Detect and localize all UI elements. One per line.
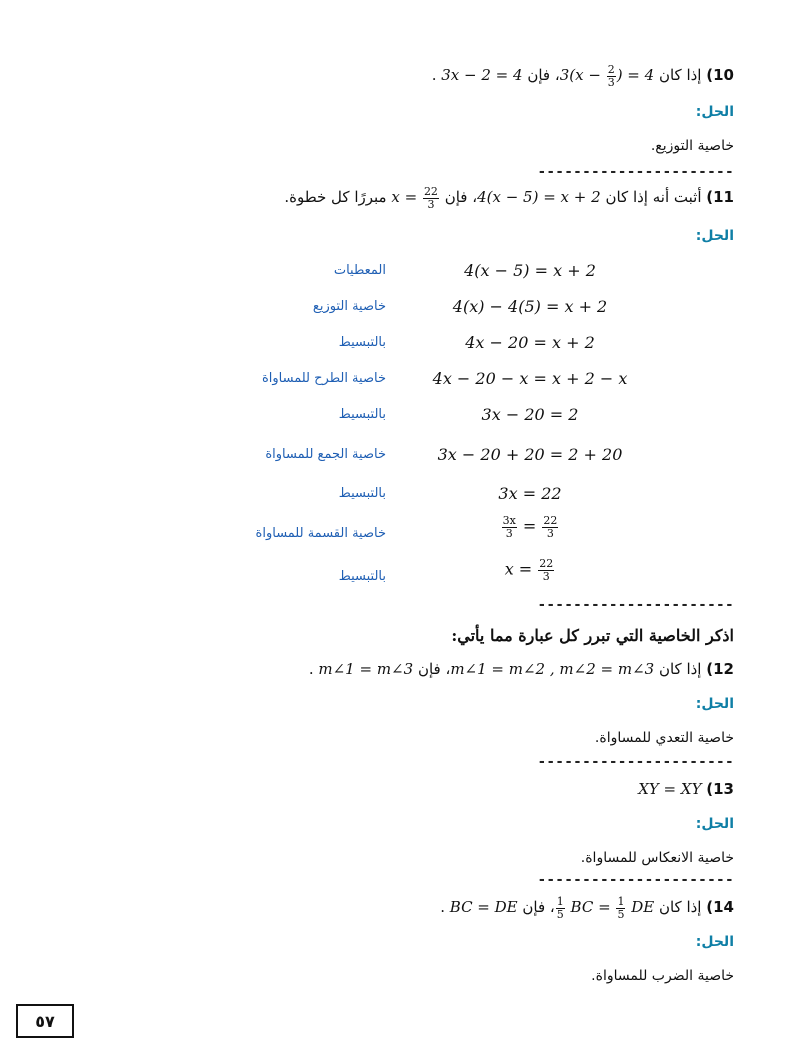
equation: 3x − 2 = 4	[441, 66, 523, 85]
equation: XY = XY	[638, 780, 702, 798]
question-text: ، فإن	[522, 898, 555, 917]
question-text: إذا كان	[658, 660, 702, 678]
section-heading: اذكر الخاصية التي تبرر كل عبارة مما يأتي:	[451, 626, 734, 645]
question-number: 12)	[706, 660, 734, 678]
proof-reason: المعطيات	[333, 263, 386, 278]
separator: ----------------------	[537, 872, 734, 888]
proof-reason: خاصية الجمع للمساواة	[265, 447, 386, 462]
proof-equation: $\frac{3x}{3}$ = $\frac{22}{3}$	[502, 514, 558, 540]
punctuation: .	[308, 660, 314, 678]
equation: x = $\frac{22}{3}$	[391, 185, 438, 211]
answer-text: خاصية الانعكاس للمساواة.	[580, 850, 734, 866]
question-text: أثبت أنه إذا كان	[605, 188, 702, 207]
question-12	[309, 660, 734, 678]
question-10	[432, 64, 734, 88]
punctuation: .	[431, 66, 437, 85]
proof-reason: بالتبسيط	[338, 486, 386, 501]
question-text: ، فإن	[527, 66, 560, 85]
answer-text: خاصية التوزيع.	[650, 138, 734, 154]
proof-equation: 4x − 20 = x + 2	[465, 333, 595, 352]
proof-equation: 4x − 20 − x = x + 2 − x	[432, 369, 628, 388]
proof-reason: خاصية التوزيع	[312, 299, 386, 314]
equation: m∠1 = m∠3	[318, 660, 414, 678]
question-text: إذا كان	[658, 898, 702, 917]
question-text: إذا كان	[658, 66, 702, 85]
question-text: ، فإن	[444, 188, 478, 207]
question-number: 13)	[706, 780, 734, 798]
proof-equation: x = $\frac{22}{3}$	[504, 557, 554, 583]
punctuation: .	[440, 898, 445, 917]
proof-equation: 4(x) − 4(5) = x + 2	[452, 297, 608, 316]
solution-label: الحل:	[695, 696, 734, 712]
solution-label: الحل:	[695, 816, 734, 832]
proof-equation: 3x − 20 + 20 = 2 + 20	[437, 445, 623, 464]
question-number: 11)	[706, 188, 734, 207]
proof-reason: خاصية القسمة للمساواة	[255, 526, 386, 541]
proof-reason: بالتبسيط	[338, 407, 386, 422]
question-number: 14)	[706, 898, 734, 917]
proof-equation: 4(x − 5) = x + 2	[464, 261, 596, 280]
equation: $\frac{1}{5}$ BC = $\frac{1}{5}$ DE	[556, 895, 655, 921]
equation: 3(x − $\frac{2}{3}$ ) = 4	[559, 63, 655, 89]
page-number: ٥٧	[16, 1004, 74, 1038]
answer-text: خاصية التعدي للمساواة.	[594, 730, 734, 746]
separator: ----------------------	[537, 597, 734, 613]
question-text: مبررًا كل خطوة.	[284, 188, 387, 207]
question-14	[440, 896, 734, 920]
equation: BC = DE	[449, 898, 518, 917]
proof-reason: خاصية الطرح للمساواة	[261, 371, 386, 386]
answer-text: خاصية الضرب للمساواة.	[591, 968, 734, 984]
equation: 4(x − 5) = x + 2	[477, 188, 601, 207]
separator: ----------------------	[537, 754, 734, 770]
solution-label: الحل:	[695, 104, 734, 120]
proof-equation: 3x = 22	[498, 484, 562, 503]
solution-label: الحل:	[695, 934, 734, 950]
proof-reason: بالتبسيط	[338, 569, 386, 584]
solution-label: الحل:	[695, 228, 734, 244]
question-13	[638, 780, 734, 798]
proof-equation: 3x − 20 = 2	[481, 405, 579, 424]
equation: m∠1 = m∠2 , m∠2 = m∠3	[450, 660, 655, 678]
question-11	[284, 186, 734, 210]
question-text: ، فإن	[417, 660, 451, 678]
separator: ----------------------	[537, 164, 734, 180]
question-number: 10)	[706, 66, 734, 85]
proof-reason: بالتبسيط	[338, 335, 386, 350]
